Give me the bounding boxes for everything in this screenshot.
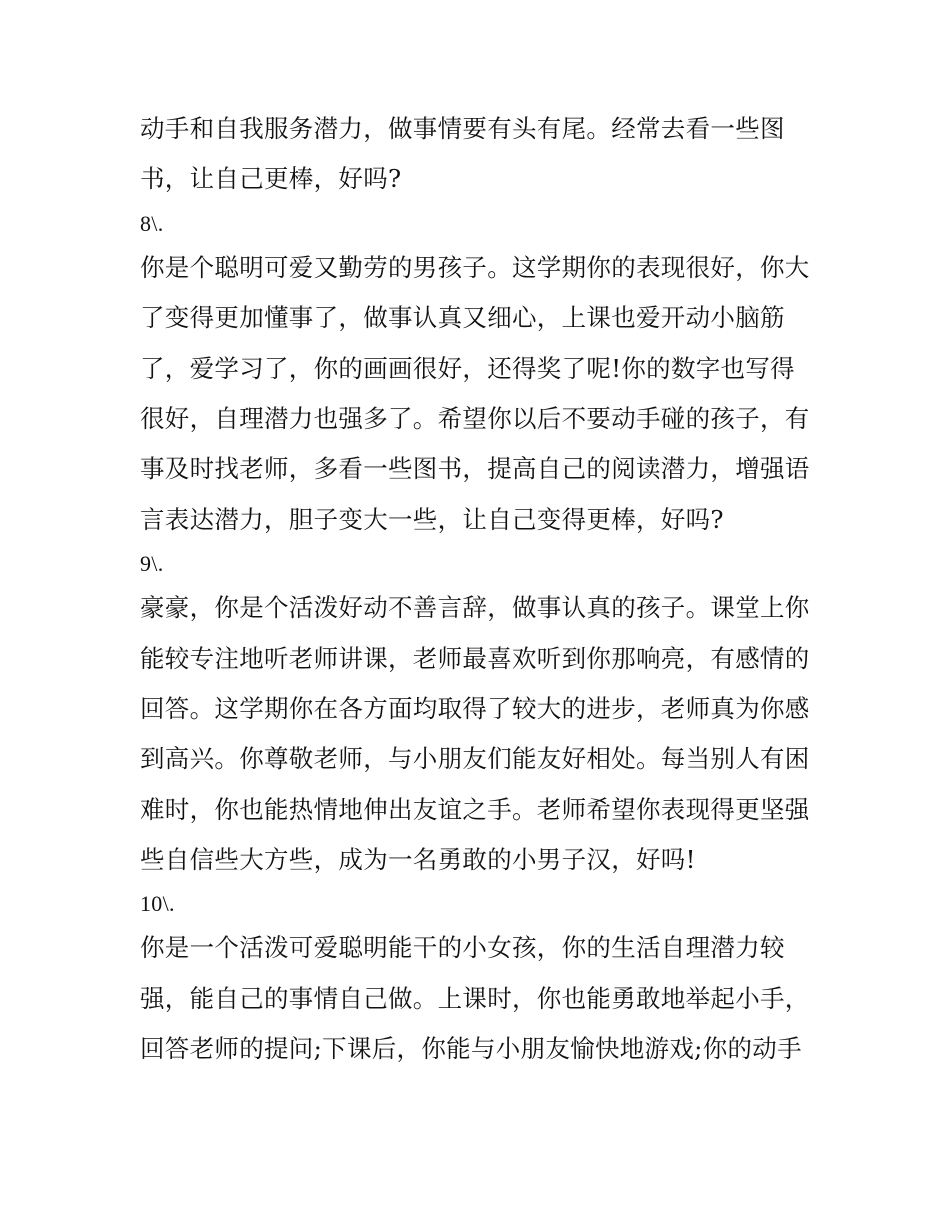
paragraph-line: 些自信些大方些，成为一名勇敢的小男子汉，好吗! — [140, 845, 696, 875]
paragraph-line: 了，爱学习了，你的画画很好，还得奖了呢!你的数字也写得 — [140, 353, 795, 383]
paragraph-line: 书，让自己更棒，好吗? — [140, 164, 402, 194]
paragraph-line: 难时，你也能热情地伸出友谊之手。老师希望你表现得更坚强 — [140, 794, 810, 824]
paragraph-line: 很好，自理潜力也强多了。希望你以后不要动手碰的孩子，有 — [140, 403, 810, 433]
paragraph-line: 事及时找老师，多看一些图书，提高自己的阅读潜力，增强语 — [140, 454, 810, 484]
item-number: 10\. — [140, 891, 175, 917]
paragraph-line: 豪豪，你是个活泼好动不善言辞，做事认真的孩子。课堂上你 — [140, 593, 810, 623]
paragraph-line: 你是一个活泼可爱聪明能干的小女孩，你的生活自理潜力较 — [140, 933, 785, 963]
paragraph-line: 能较专注地听老师讲课，老师最喜欢听到你那响亮，有感情的 — [140, 643, 810, 673]
paragraph-line: 了变得更加懂事了，做事认真又细心，上课也爱开动小脑筋 — [140, 303, 785, 333]
paragraph-line: 到高兴。你尊敬老师，与小朋友们能友好相处。每当别人有困 — [140, 744, 810, 774]
paragraph-line: 言表达潜力，胆子变大一些，让自己变得更棒，好吗? — [140, 504, 724, 534]
paragraph-line: 回答。这学期你在各方面均取得了较大的进步，老师真为你感 — [140, 693, 810, 723]
item-number: 8\. — [140, 210, 164, 236]
paragraph-line: 强，能自己的事情自己做。上课时，你也能勇敢地举起小手， — [140, 983, 810, 1013]
paragraph-line: 回答老师的提问;下课后，你能与小朋友愉快地游戏;你的动手 — [140, 1034, 802, 1064]
document-page — [140, 104, 830, 1075]
paragraph-line: 动手和自我服务潜力，做事情要有头有尾。经常去看一些图 — [140, 114, 785, 143]
paragraph-line: 你是个聪明可爱又勤劳的男孩子。这学期你的表现很好，你大 — [140, 252, 810, 282]
item-number: 9\. — [140, 551, 164, 577]
